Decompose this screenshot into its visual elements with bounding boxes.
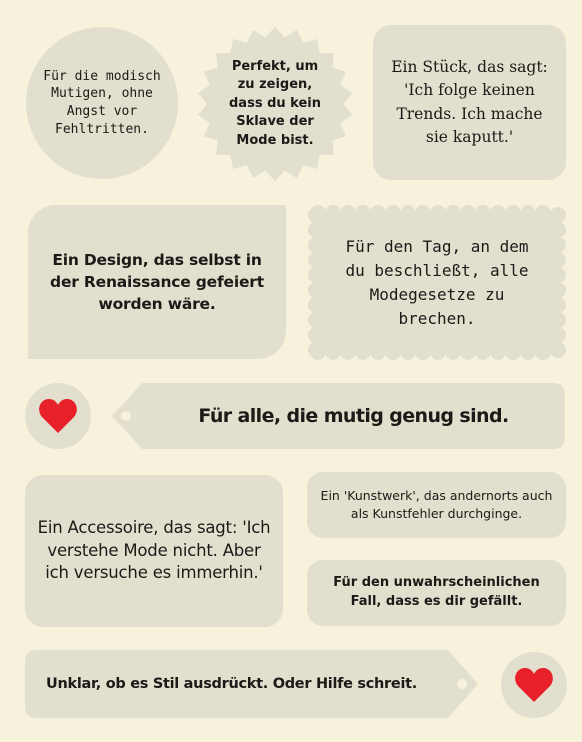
quote-text: Ein Stück, das sagt: 'Ich folge keinen Trends. Ich mache sie kaputt.' (391, 58, 548, 146)
rounded-quote-box (373, 25, 566, 180)
circle-quote-box (26, 27, 178, 179)
quote-text: Ein Accessoire, das sagt: 'Ich verstehe Mode nicht. Aber ich versuche es immerhin.' (37, 517, 271, 583)
rounded-quote-box (307, 560, 566, 626)
starburst-quote-box (194, 25, 356, 183)
heart-icon (38, 398, 78, 434)
quote-text: Für den unwahrscheinlichen Fall, dass es dir gefällt. (333, 575, 540, 609)
quote-text: Unklar, ob es Stil ausdrückt. Oder Hilfe schreit. (46, 676, 417, 692)
quote-text: Ein 'Kunstwerk', das andernorts auch als Kunstfehler durchginge. (320, 487, 553, 521)
quote-text: Perfekt, um zu zeigen, dass du kein Sklave der Mode bist. (229, 58, 321, 148)
leaf-quote-box (28, 205, 286, 359)
rounded-quote-box (25, 475, 283, 627)
quote-text: Für die modisch Mutigen, ohne Angst vor Fehltritten. (43, 68, 161, 137)
quote-text: Ein Design, das selbst in der Renaissance gefeiert worden wäre. (50, 251, 264, 313)
tag-banner (112, 383, 565, 449)
scalloped-quote-box (308, 205, 566, 360)
heart-badge (25, 383, 91, 449)
quote-text: Für alle, die mutig genug sind. (198, 405, 509, 427)
tag-banner (25, 650, 478, 718)
quote-text: Für den Tag, an dem du beschließt, alle Modegesetze zu brechen. (345, 236, 529, 328)
heart-icon (514, 667, 554, 703)
heart-badge (501, 652, 567, 718)
rounded-quote-box (307, 472, 566, 538)
